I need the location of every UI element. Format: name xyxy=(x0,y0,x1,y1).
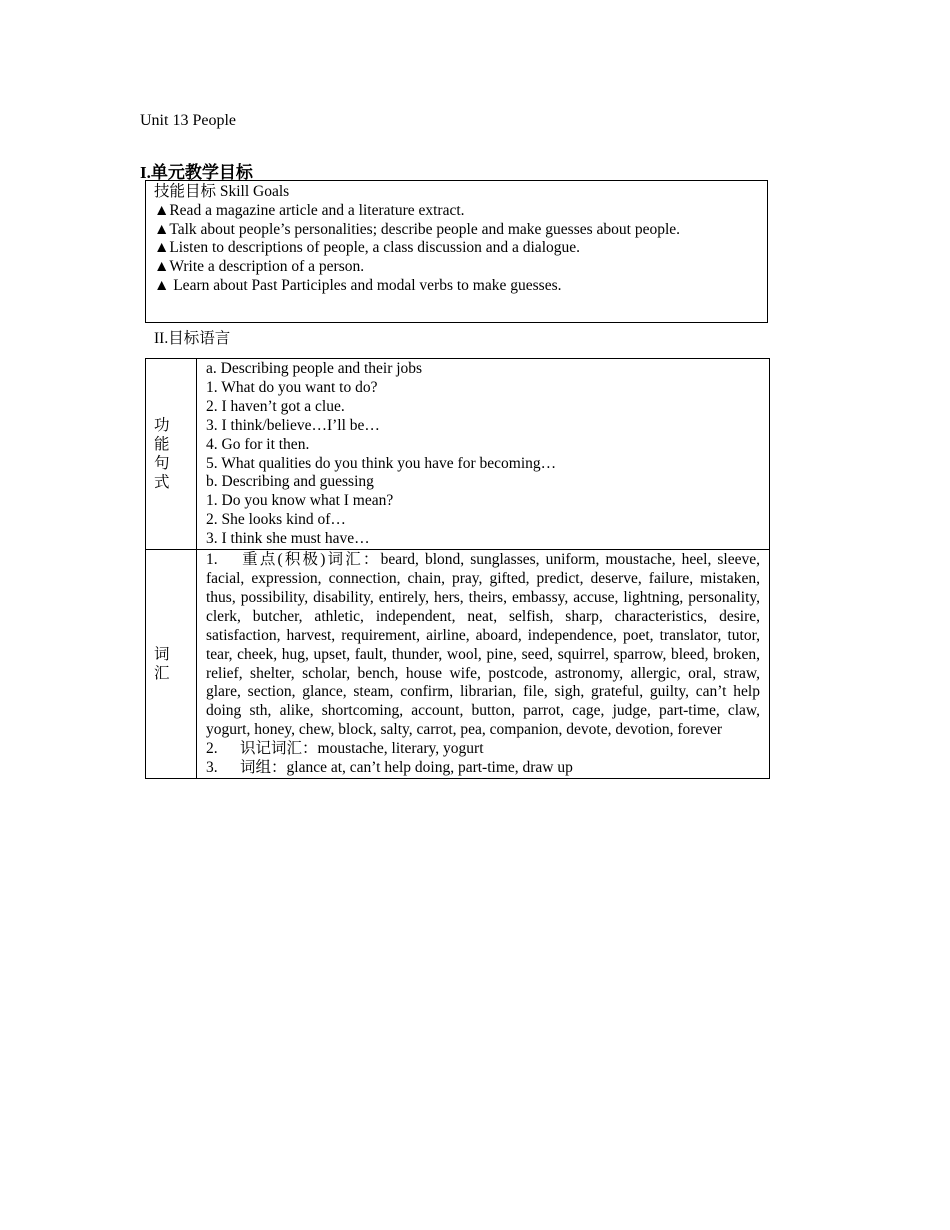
functional-line: b. Describing and guessing xyxy=(206,473,374,491)
vocabulary-content xyxy=(197,550,770,779)
section1-heading: I.单元教学目标 xyxy=(140,163,253,182)
unit-title: Unit 13 People xyxy=(140,112,236,129)
skill-goal-item: ▲ Learn about Past Participles and modal verbs to make guesses. xyxy=(154,276,562,294)
vocabulary-label: 词 汇 xyxy=(154,646,170,682)
skill-goal-item: ▲Read a magazine article and a literature extract. xyxy=(154,201,465,219)
vocabulary-label-cell xyxy=(146,550,197,779)
functional-line: 3. I think/believe…I’ll be… xyxy=(206,416,380,434)
functional-line: 2. I haven’t got a clue. xyxy=(206,397,345,415)
functional-line: a. Describing people and their jobs xyxy=(206,360,423,377)
functional-line: 5. What qualities do you think you have for becoming… xyxy=(206,454,557,472)
functional-line: 1. What do you want to do? xyxy=(206,378,378,396)
vocabulary-item-phrases: 3. 词组：glance at, can’t help doing, part-time, draw up xyxy=(206,759,573,777)
skill-goal-item: ▲Write a description of a person. xyxy=(154,258,365,276)
functional-row xyxy=(146,359,770,550)
functional-label-cell xyxy=(146,359,197,550)
functional-line: 2. She looks kind of… xyxy=(206,511,346,529)
vocabulary-row xyxy=(146,550,770,779)
functional-line: 3. I think she must have… xyxy=(206,530,370,548)
target-language-table xyxy=(145,358,770,779)
functional-label: 功 能 句 式 xyxy=(154,417,170,492)
functional-content xyxy=(197,359,770,550)
vocabulary-item-recognition-words: 2. 识记词汇：moustache, literary, yogurt xyxy=(206,740,484,758)
skill-goals-box xyxy=(145,180,768,323)
vocabulary-item-key-words: 1. 重点(积极)词汇：beard, blond, sunglasses, uniform, moustache, heel, sleeve, facial, expression, connection, chain, pray, gifted, predict, deserve, failure, mistaken, thus, possibility, disability, entirely, hers, theirs, embassy, accuse, lightning, personality, clerk, butcher, athletic, independent, neat, selfish, sharp, characteristics, desire, satisfaction, harvest, requirement, airline, aboard, independence, poet, translator, tutor, tear, cheek, hug, upset, fault, thunder, wool, pine, seed, squirrel, sparrow, bleed, broken, relief, shelter, scholar, bench, house wife, postcode, astronomy, allergic, oral, straw, glare, section, glance, steam, confirm, librarian, file, sigh, grateful, guilty, can’t help doing sth, alike, shortcoming, account, button, parrot, cage, judge, part-time, claw, yogurt, honey, chew, block, salty, carrot, pea, companion, devote, devotion, forever xyxy=(206,551,761,739)
functional-line: 1. Do you know what I mean? xyxy=(206,492,394,510)
section2-heading: II.目标语言 xyxy=(154,330,231,347)
skill-goals-title: 技能目标 Skill Goals xyxy=(154,183,290,200)
functional-line: 4. Go for it then. xyxy=(206,435,310,453)
skill-goal-item: ▲Listen to descriptions of people, a class discussion and a dialogue. xyxy=(154,239,581,257)
skill-goal-item: ▲Talk about people’s personalities; describe people and make guesses about people. xyxy=(154,220,681,238)
